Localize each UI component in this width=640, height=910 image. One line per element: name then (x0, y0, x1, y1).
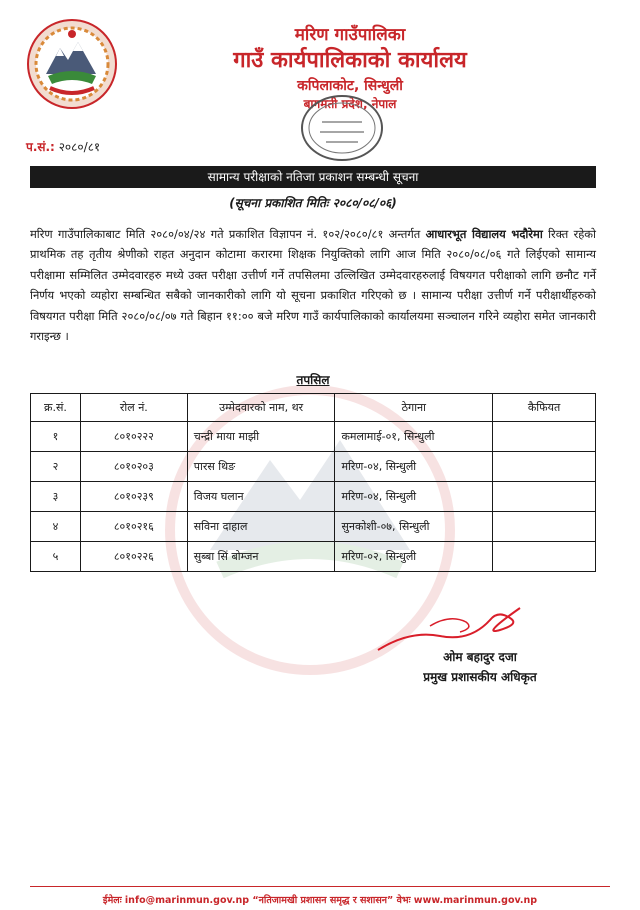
cell-address: सुनकोशी-०७, सिन्धुली (335, 512, 493, 542)
body-intro: मरिण गाउँपालिकाबाट मिति २०८०/०४/२४ गते प्रकाशित विज्ञापन नं. १०२/२०८०/८१ अन्तर्गत (30, 227, 426, 241)
signatory-name: ओम बहादुर दजा (443, 650, 517, 664)
cell-serial: १ (31, 422, 81, 452)
col-serial: क्र.सं. (31, 394, 81, 422)
table-row (31, 512, 596, 542)
notice-body (30, 224, 596, 346)
cell-serial: २ (31, 452, 81, 482)
cell-name: विजय घलान (187, 482, 335, 512)
publication-date: (सूचना प्रकाशित मितिः २०८०/०८/०६) (229, 196, 397, 210)
cell-roll: ८०१०२१६ (80, 512, 187, 542)
col-remarks: कैफियत (493, 394, 596, 422)
col-roll: रोल नं. (80, 394, 187, 422)
body-rest: रिक्त रहेको प्राथमिक तह तृतीय श्रेणीको राहत अनुदान कोटामा करारमा शिक्षक नियुक्तिको लागि आज मिति २०८०/०८/०६ गते लिईएको सामान्य परीक्षामा सम्मिलित उम्मेदवारहरु मध्ये उक्त परीक्षा उत्तीर्ण गर्ने तपसिलमा उल्लिखित उम्मेदवारहरुलाई विषयगत परीक्षाको लागि छनौट गर्ने निर्णय भएको व्यहोरा सम्बन्धित सबैको जानकारीको लागि यो सूचना प्रकाशित गरिएको छ । सामान्य परीक्षा उत्तीर्ण गर्ने परीक्षार्थीहरुको विषयगत परीक्षा मिति २०८०/०८/०७ गते बिहान ११:०० बजे मरिण गाउँ कार्यपालिकाको कार्यालयमा सञ्चालन गरिने व्यहोरा समेत जानकारी गराइन्छ । (30, 227, 596, 344)
col-address: ठेगाना (335, 394, 493, 422)
cell-serial: ५ (31, 542, 81, 572)
notice-title: सामान्य परीक्षाको नतिजा प्रकाशन सम्बन्धी सूचना (30, 166, 596, 188)
table-row (31, 482, 596, 512)
cell-roll: ८०१०२२२ (80, 422, 187, 452)
office-stamp-icon (292, 92, 392, 164)
section-title: तपसिल (296, 373, 330, 387)
municipality-name: मरिण गाउँपालिका (294, 25, 406, 45)
table-header-row (31, 394, 596, 422)
cell-roll: ८०१०२२६ (80, 542, 187, 572)
cell-name: चन्द्री माया माझी (187, 422, 335, 452)
cell-name: सविना दाहाल (187, 512, 335, 542)
office-name: गाउँ कार्यपालिकाको कार्यालय (233, 48, 467, 73)
signatory-block (380, 648, 580, 685)
cell-name: पारस थिङ (187, 452, 335, 482)
cell-roll: ८०१०२३९ (80, 482, 187, 512)
cell-remarks (493, 542, 596, 572)
cell-remarks (493, 512, 596, 542)
nepal-emblem-icon (26, 18, 118, 110)
cell-remarks (493, 482, 596, 512)
province-name: बागमती प्रदेश, नेपाल (303, 97, 397, 111)
footer-divider (30, 886, 610, 887)
results-table (30, 393, 596, 572)
footer-contact: ईमेलः info@marinmun.gov.np “नतिजामखी प्रशासन समृद्ध र सशासन” वेभः www.marinmun.gov.np (102, 895, 538, 906)
cell-serial: ३ (31, 482, 81, 512)
signatory-position: प्रमुख प्रशासकीय अधिकृत (423, 670, 537, 684)
cell-address: कमलामाई-०१, सिन्धुली (335, 422, 493, 452)
cell-serial: ४ (31, 512, 81, 542)
reference-label: प.सं.: (26, 140, 55, 154)
reference-number (26, 138, 100, 155)
col-name: उम्मेदवारको नाम, थर (187, 394, 335, 422)
office-location: कपिलाकोट, सिन्धुली (297, 78, 403, 94)
table-row (31, 422, 596, 452)
table-row (31, 452, 596, 482)
cell-address: मरिण-०२, सिन्धुली (335, 542, 493, 572)
table-row (31, 542, 596, 572)
cell-name: सुब्बा सिं बोम्जन (187, 542, 335, 572)
cell-roll: ८०१०२०३ (80, 452, 187, 482)
cell-address: मरिण-०४, सिन्धुली (335, 482, 493, 512)
body-school: आधारभूत विद्यालय भदौरेमा (425, 227, 543, 241)
cell-remarks (493, 452, 596, 482)
reference-value: २०८०/८१ (58, 140, 101, 154)
cell-remarks (493, 422, 596, 452)
cell-address: मरिण-०४, सिन्धुली (335, 452, 493, 482)
